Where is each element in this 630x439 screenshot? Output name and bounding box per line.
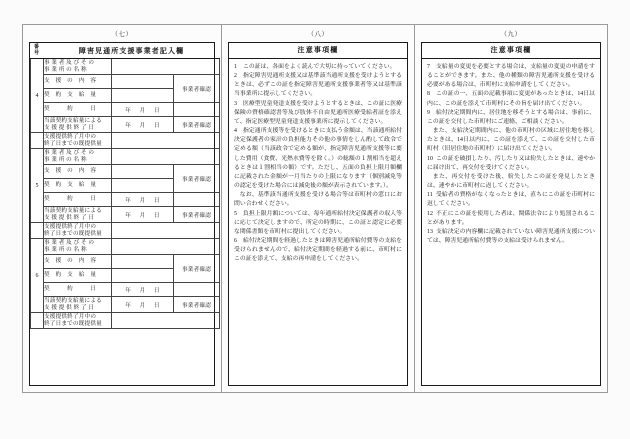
notices-body-9 [422, 59, 600, 248]
confirm-cell-end-date[interactable]: 事業者確認 [174, 117, 220, 133]
document-page [22, 24, 608, 393]
confirm-cell-blank [174, 103, 220, 117]
table-row [31, 133, 220, 149]
notice-item: 9 給付決定期間内に、居住地を移そうとする場合は、事前に、この証を交付した市町村にご連絡、ご相談ください。 [427, 109, 595, 125]
field-label-contract-date: 契 約 日 [44, 193, 112, 207]
notice-item: 6 給付決定期間を経過したときは障害児通所給付費等の支給を受けられませんので、給付決定期間を経過する前に、市町村にこの証を添えて、支給の再申請をしてください。 [234, 237, 402, 263]
row-number-spacer [31, 313, 44, 329]
notice-item: 5 負担上限月額については、毎年通所給付決定保護者の収入等に応じて決定しますので、所定の時期に、この証と認定に必要な関係書類を市町村に提出してください。 [234, 210, 402, 235]
field-value-provider-name[interactable] [112, 59, 220, 75]
notices-body-8 [229, 59, 407, 266]
field-label-provider-name: 事 業 者 及 び そ の 事 業 所 の 名 称 [44, 149, 112, 165]
notice-item: 13 支給決定の内容欄に記載されていない障害児通所支援については、障害児通所給付費等の支給は受けられません。 [427, 228, 595, 244]
field-value-contract-amount[interactable] [112, 179, 174, 193]
field-label-provider-name: 事 業 者 及 び そ の 事 業 所 の 名 称 [44, 239, 112, 255]
table-row [31, 297, 220, 313]
field-label-provided-amount: 支援提供終了月中の 終了日までの既提供量 [44, 223, 112, 239]
header-number: 番 号 [31, 43, 44, 59]
field-label-support-end-date: 当該契約支給量による 支 援 提 供 終 了 日 [44, 117, 112, 133]
notice-item: 10 この証を破損したり、汚したり又は紛失したときは、速やかに届け出て、再交付を受けてください。 [427, 155, 595, 171]
notices-title-9: 注意事項欄 [422, 43, 600, 59]
field-value-contract-date[interactable]: 年 月 日 [112, 283, 174, 297]
panel-number-7: （七） [111, 31, 133, 38]
confirm-cell-provider[interactable]: 事業者確認 [174, 165, 220, 193]
provider-entry-frame [29, 42, 215, 386]
field-value-contract-amount[interactable] [112, 89, 174, 103]
provider-entry-table [30, 43, 220, 329]
notice-item: 12 不正にこの証を使用した者は、関係法令により処罰されることがあります。 [427, 210, 595, 226]
table-row [31, 255, 220, 269]
notices-frame-8 [228, 42, 408, 386]
field-label-support-content: 支 援 の 内 容 [44, 165, 112, 179]
notice-item: 7 支給量の変更を必要とする場合は、支給量の変更の申請をすることができます。また、他の種類の障害児通所支援を受ける必要がある場合は、市町村に支給申請をしてください。 [427, 64, 595, 89]
panel-number-8: （八） [307, 31, 329, 38]
field-value-contract-amount[interactable] [112, 269, 174, 283]
table-row [31, 207, 220, 223]
panel-notices-8 [221, 25, 414, 392]
field-label-provider-name: 事 業 者 及 び そ の 事 業 所 の 名 称 [44, 59, 112, 75]
field-label-contract-amount: 契 約 支 給 量 [44, 269, 112, 283]
row-number-spacer [31, 223, 44, 239]
table-row [31, 117, 220, 133]
confirm-cell-end-date[interactable]: 事業者確認 [174, 207, 220, 223]
table-row [31, 165, 220, 179]
field-label-support-content: 支 援 の 内 容 [44, 255, 112, 269]
table-row [31, 223, 220, 239]
row-number-5: 5 [31, 149, 44, 223]
table-row [31, 283, 220, 297]
field-label-contract-amount: 契 約 支 給 量 [44, 179, 112, 193]
notice-item: 8 この証の一、五面の記載事項に変更があったときは、14日以内に、この証を添えて市町村にその旨を届け出てください。 [427, 91, 595, 107]
confirm-cell-blank [174, 193, 220, 207]
field-value-support-end-date[interactable]: 年 月 日 [112, 297, 174, 313]
table-row [31, 59, 220, 75]
table-header-row [31, 43, 220, 59]
notice-item: また、支給決定期間内に、他の市町村の区域に居住地を移したときは、14日以内に、この証を添えて、この証を交付した市町村（旧居住地の市町村）に届け出てください。 [427, 128, 595, 153]
notice-item: また、再交付を受けた後、紛失したこの証を発見したときは、速やかに市町村に返してください。 [427, 173, 595, 190]
header-title: 障害児通所支援事業者記入欄 [44, 43, 220, 59]
field-value-provided-amount[interactable] [112, 223, 220, 239]
notice-item: 4 指定通所支援等を受けるときに支払う金額は、当該通所給付決定保護者の家計の負担能力その他の事情をしん酌して政令で定める額（当該政令で定める額が、指定障害児通所支援等に要した費用（食費、光熱水費等を除く。）の総額の１割相当を超えるときは１割相当の額）です。ただし、五面の負担上限月額欄に記載された金額が一月当たりの上限になります（個別減免等の認定を受けた場合には減免後の額が表示されています。）。 [234, 128, 402, 190]
panel-provider-entry [23, 25, 221, 392]
row-number-6: 6 [31, 239, 44, 313]
notice-item: 1 この証は、各面をよく読んで大切に持っていてください。 [234, 64, 396, 70]
field-value-support-content[interactable] [112, 255, 174, 269]
field-value-provided-amount[interactable] [112, 313, 220, 329]
confirm-cell-end-date[interactable]: 事業者確認 [174, 297, 220, 313]
confirm-cell-provider[interactable]: 事業者確認 [174, 75, 220, 103]
field-label-contract-date: 契 約 日 [44, 283, 112, 297]
notices-frame-9 [421, 42, 601, 386]
field-value-support-content[interactable] [112, 75, 174, 89]
table-row [31, 149, 220, 165]
notice-item: 11 受給者の資格がなくなったときは、直ちにこの証を市町村に返してください。 [427, 192, 595, 208]
notice-item: なお、基準該当通所支援を受ける場合等は市町村の窓口にお問い合わせください。 [234, 192, 402, 208]
field-label-provided-amount: 支援提供終了月中の 終了日までの既提供量 [44, 133, 112, 149]
table-row [31, 239, 220, 255]
field-value-support-end-date[interactable]: 年 月 日 [112, 207, 174, 223]
table-row [31, 75, 220, 89]
field-label-support-content: 支 援 の 内 容 [44, 75, 112, 89]
row-number-4: 4 [31, 59, 44, 133]
panel-notices-9 [414, 25, 607, 392]
confirm-cell-blank [174, 283, 220, 297]
field-value-support-end-date[interactable]: 年 月 日 [112, 117, 174, 133]
notice-item: 3 医療型児童発達支援を受けようとするときは、この証に医療保険の資格確認書等及び肢体不自由児通所医療受給者証を添えて、指定医療型児童発達支援事業所に提示してください。 [234, 100, 402, 125]
row-number-spacer [31, 133, 44, 149]
field-value-contract-date[interactable]: 年 月 日 [112, 193, 174, 207]
notice-item: 2 指定障害児通所支援又は基準該当通所支援を受けようとするときは、必ずこの証を指定障害児通所支援事業者等又は基準該当事業所に提示してください。 [234, 73, 402, 98]
field-label-support-end-date: 当該契約支給量による 支 援 提 供 終 了 日 [44, 207, 112, 223]
field-label-support-end-date: 当該契約支給量による 支 援 提 供 終 了 日 [44, 297, 112, 313]
field-value-provided-amount[interactable] [112, 133, 220, 149]
field-value-provider-name[interactable] [112, 239, 220, 255]
field-value-provider-name[interactable] [112, 149, 220, 165]
field-label-contract-amount: 契 約 支 給 量 [44, 89, 112, 103]
notices-title-8: 注意事項欄 [229, 43, 407, 59]
field-label-contract-date: 契 約 日 [44, 103, 112, 117]
confirm-cell-provider[interactable]: 事業者確認 [174, 255, 220, 283]
field-value-support-content[interactable] [112, 165, 174, 179]
field-value-contract-date[interactable]: 年 月 日 [112, 103, 174, 117]
table-row [31, 193, 220, 207]
panel-number-9: （九） [500, 31, 522, 38]
table-row [31, 313, 220, 329]
field-label-provided-amount: 支援提供終了月中の 終了日までの既提供量 [44, 313, 112, 329]
table-row [31, 103, 220, 117]
